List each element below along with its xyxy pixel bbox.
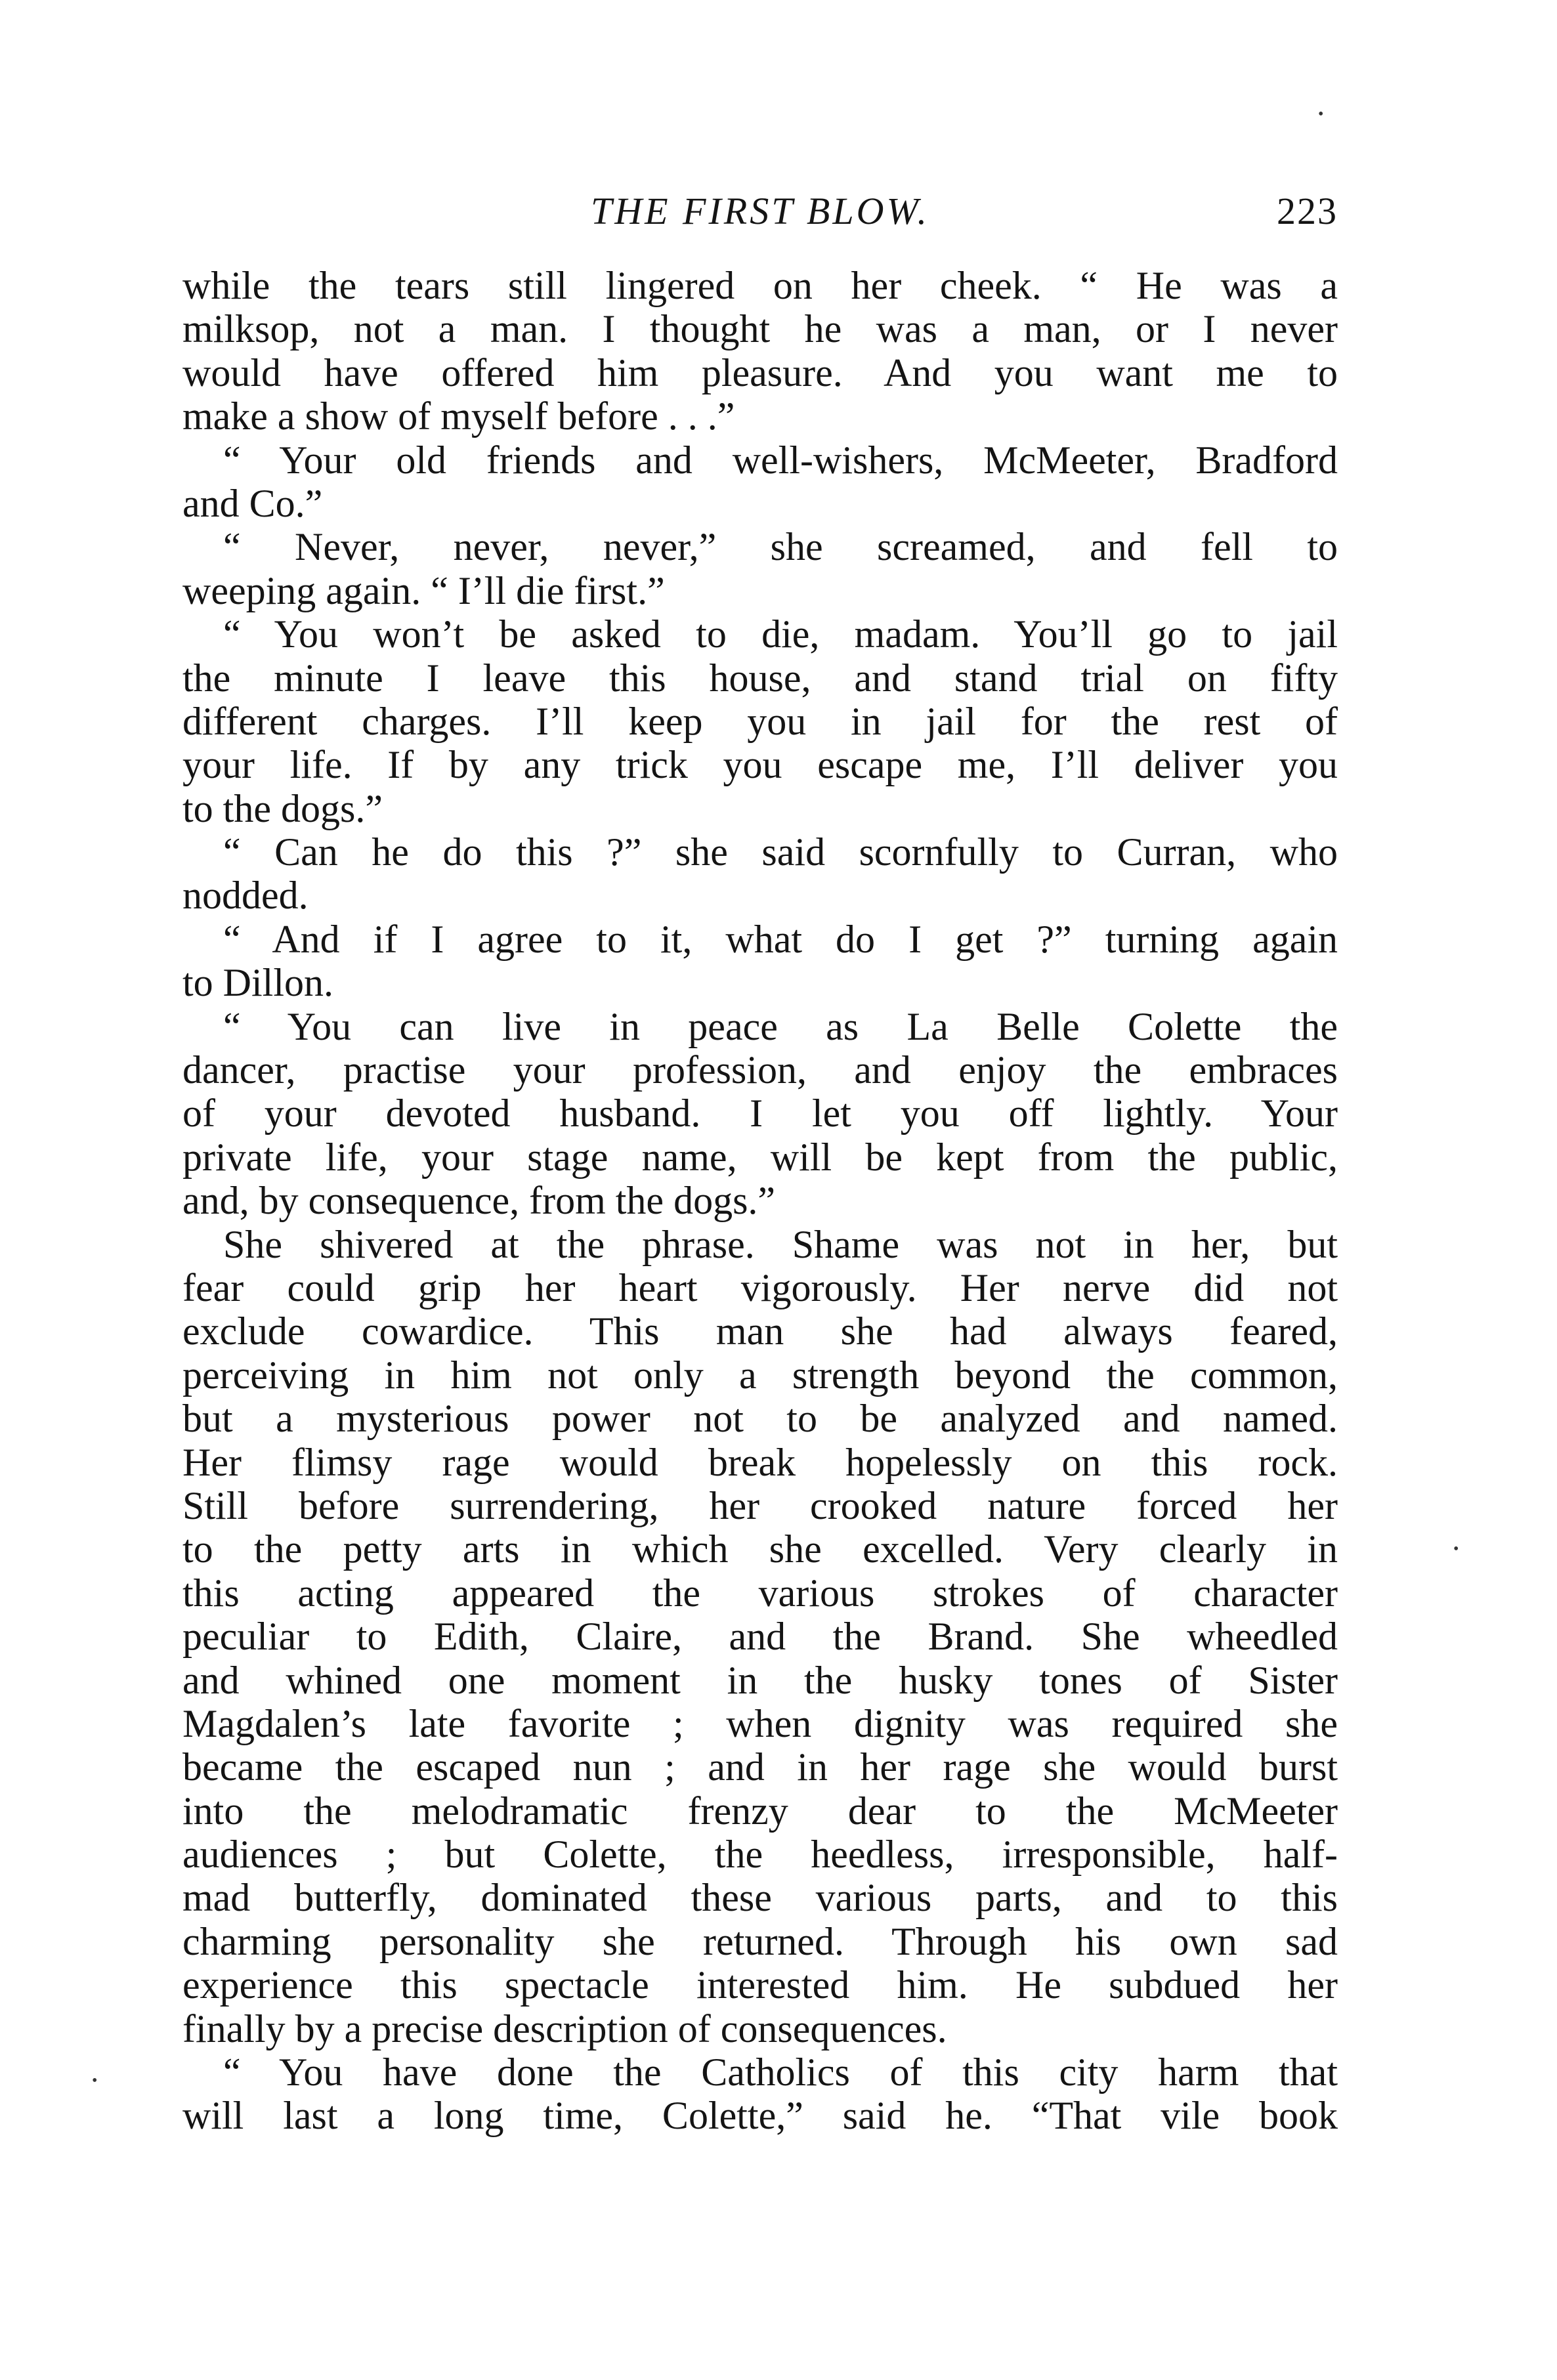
text-line: “ Can he do this ?” she said scornfully to Curran, who (223, 830, 1338, 874)
text-line: milksop, not a man. I thought he was a man, or I never (182, 307, 1338, 351)
text-line: private life, your stage name, will be kept from the public, (182, 1135, 1338, 1179)
text-line: while the tears still lingered on her cheek. “ He was a (182, 264, 1338, 307)
text-line: became the escaped nun ; and in her rage she would burst (182, 1745, 1338, 1789)
text-line: and, by consequence, from the dogs.” (182, 1179, 776, 1223)
margin-speck-right: • (1453, 1541, 1459, 1558)
text-line: experience this spectacle interested him. He subdued her (182, 1963, 1338, 2007)
text-line: and Co.” (182, 481, 323, 525)
text-line: charming personality she returned. Through his own sad (182, 1919, 1338, 1963)
text-line: fear could grip her heart vigorously. Her nerve did not (182, 1265, 1338, 1309)
text-line: into the melodramatic frenzy dear to the McMeeter (182, 1789, 1338, 1833)
text-line: peculiar to Edith, Claire, and the Brand. She wheedled (182, 1615, 1338, 1659)
text-line: “ Never, never, never,” she screamed, and fell to (223, 525, 1338, 569)
text-line: Still before surrendering, her crooked nature forced her (182, 1483, 1338, 1527)
text-line: “ Your old friends and well-wishers, McMeeter, Bradford (223, 438, 1338, 482)
text-line: “ You have done the Catholics of this city harm that (223, 2051, 1338, 2094)
text-line: nodded. (182, 874, 309, 918)
text-line: audiences ; but Colette, the heedless, irresponsible, half- (182, 1833, 1338, 1877)
body-text (182, 264, 1338, 2138)
margin-speck-left: • (92, 2072, 98, 2089)
text-line: “ And if I agree to it, what do I get ?” turning again (223, 917, 1338, 961)
text-line: dancer, practise your profession, and enjoy the embraces (182, 1048, 1338, 1092)
page-number: 223 (1277, 190, 1338, 232)
text-line: and whined one moment in the husky tones of Sister (182, 1658, 1338, 1702)
running-head (182, 185, 1338, 238)
text-line: would have offered him pleasure. And you want me to (182, 351, 1338, 394)
text-line: finally by a precise description of consequences. (182, 2007, 947, 2051)
text-line: to the petty arts in which she excelled. Very clearly in (182, 1527, 1338, 1571)
text-line: this acting appeared the various strokes of character (182, 1571, 1338, 1615)
text-line: She shivered at the phrase. Shame was not in her, but (223, 1222, 1338, 1266)
text-line: of your devoted husband. I let you off lightly. Your (182, 1092, 1338, 1136)
text-line: exclude cowardice. This man she had always feared, (182, 1309, 1338, 1353)
text-line: Her flimsy rage would break hopelessly on this rock. (182, 1440, 1338, 1484)
text-line: but a mysterious power not to be analyzed and named. (182, 1397, 1338, 1441)
text-line: “ You won’t be asked to die, madam. You’ll go to jail (223, 612, 1338, 656)
running-title: THE FIRST BLOW. (590, 190, 929, 232)
text-line: perceiving in him not only a strength beyond the common, (182, 1353, 1338, 1397)
margin-speck-top: • (1318, 106, 1324, 123)
text-line: different charges. I’ll keep you in jail for the rest of (182, 699, 1338, 743)
text-line: your life. If by any trick you escape me, I’ll deliver you (182, 743, 1338, 787)
text-line: to the dogs.” (182, 786, 383, 830)
text-line: the minute I leave this house, and stand trial on fifty (182, 656, 1338, 700)
text-line: Magdalen’s late favorite ; when dignity was required she (182, 1701, 1338, 1745)
text-line: weeping again. “ I’ll die first.” (182, 568, 665, 612)
text-line: mad butterfly, dominated these various parts, and to this (182, 1876, 1338, 1920)
text-line: make a show of myself before . . .” (182, 394, 735, 438)
text-line: “ You can live in peace as La Belle Colette the (223, 1004, 1338, 1048)
text-line: to Dillon. (182, 961, 334, 1005)
text-line: will last a long time, Colette,” said he. “That vile book (182, 2094, 1338, 2138)
